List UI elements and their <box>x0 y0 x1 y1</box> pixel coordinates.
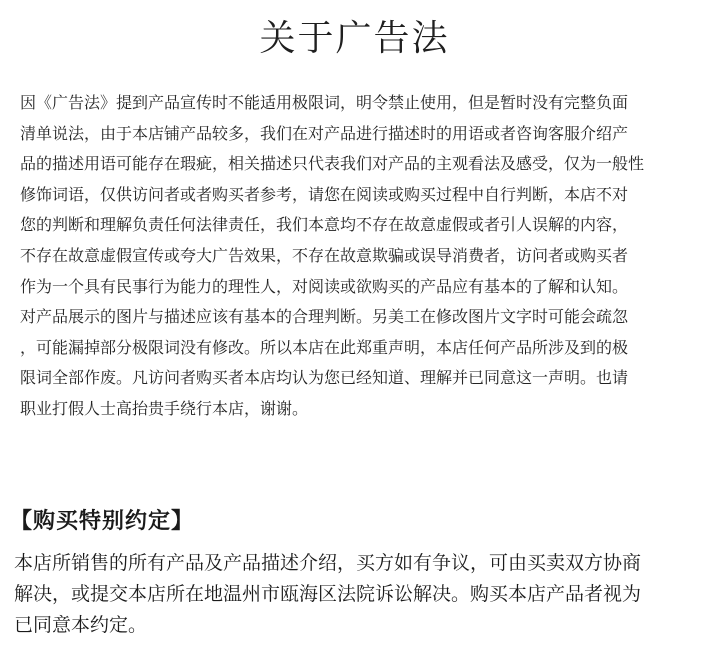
paragraph-line: ，可能漏掉部分极限词没有修改。所以本店在此郑重声明，本店任何产品所涉及到的极 <box>20 337 629 357</box>
paragraph-line: 职业打假人士高抬贵手绕行本店，谢谢。 <box>20 398 309 418</box>
paragraph-line: 作为一个具有民事行为能力的理性人，对阅读或欲购买的产品应有基本的了解和认知。 <box>20 276 629 296</box>
page-title: 关于广告法 <box>259 18 450 59</box>
agreement-line: 解决，或提交本店所在地温州市瓯海区法院诉讼解决。购买本店产品者视为 <box>14 583 642 605</box>
disclaimer-paragraph <box>20 88 700 425</box>
section-title: 【购买特别约定】 <box>10 509 195 534</box>
paragraph-line: 对产品展示的图片与描述应该有基本的合理判断。另美工在修改图片文字时可能会疏忽 <box>20 307 629 327</box>
paragraph-line: 不存在故意虚假宣传或夸大广告效果，不存在故意欺骗或误导消费者，访问者或购买者 <box>20 245 629 265</box>
paragraph-line: 限词全部作废。凡访问者购买者本店均认为您已经知道、理解并已同意这一声明。也请 <box>20 368 629 388</box>
agreement-line: 已同意本约定。 <box>14 614 148 636</box>
paragraph-line: 品的描述用语可能存在瑕疵，相关描述只代表我们对产品的主观看法及感受，仅为一般性 <box>20 154 645 174</box>
paragraph-line: 修饰词语，仅供访问者或者购买者参考，请您在阅读或购买过程中自行判断，本店不对 <box>20 184 629 204</box>
agreement-paragraph <box>14 548 704 641</box>
paragraph-line: 因《广告法》提到产品宣传时不能适用极限词，明令禁止使用，但是暂时没有完整负面 <box>20 93 629 112</box>
paragraph-line: 清单说法，由于本店铺产品较多，我们在对产品进行描述时的用语或者咨询客服介绍产 <box>20 123 629 143</box>
agreement-line: 本店所销售的所有产品及产品描述介绍，买方如有争议，可由买卖双方协商 <box>14 552 642 574</box>
paragraph-line: 您的判断和理解负责任何法律责任，我们本意均不存在故意虚假或者引人误解的内容， <box>20 215 629 235</box>
